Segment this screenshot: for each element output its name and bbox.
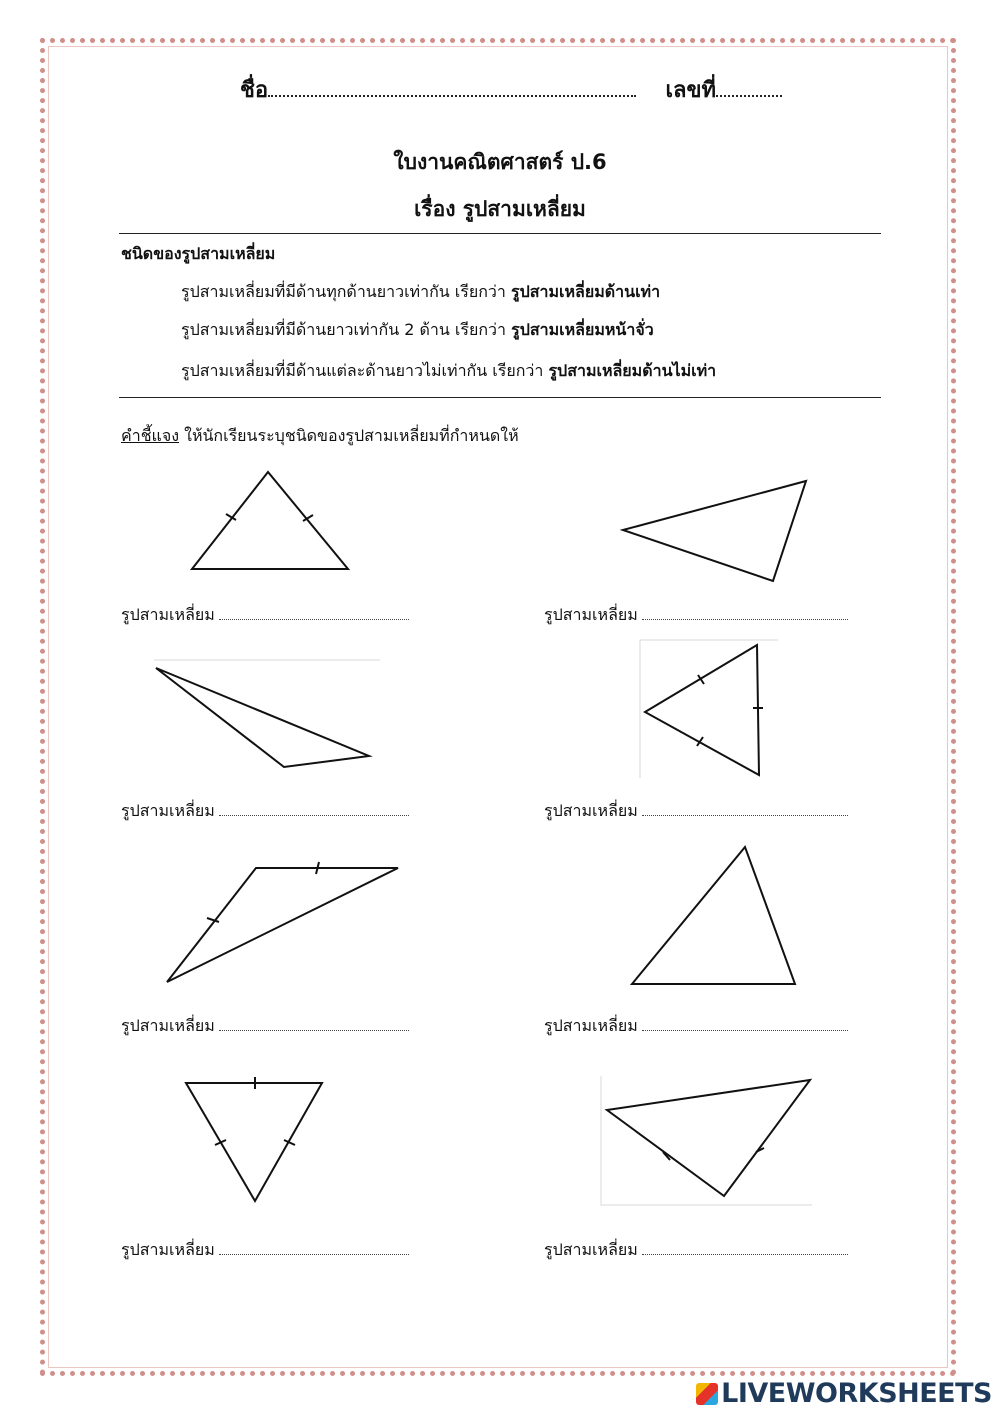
number-label: เลขที่: [665, 78, 717, 103]
definition-text: รูปสามเหลี่ยมที่มีด้านทุกด้านยาวเท่ากัน เรียกว่า: [181, 282, 511, 301]
triangle-4: [645, 645, 759, 775]
tick-mark: [207, 862, 319, 922]
answer-row-1: [121, 603, 409, 628]
answer-row-2: [544, 603, 848, 628]
triangle-2: [623, 481, 806, 581]
liveworksheets-logo: [696, 1378, 992, 1409]
answer-label: รูปสามเหลี่ยม: [121, 1016, 215, 1035]
triangle-6: [632, 847, 795, 984]
answer-blank[interactable]: [642, 1240, 848, 1255]
tick-mark: [226, 514, 313, 521]
triangle-5: [167, 868, 398, 982]
tick-mark: [697, 675, 763, 746]
answer-row-4: [544, 799, 848, 824]
answer-row-8: [544, 1238, 848, 1263]
answer-label: รูปสามเหลี่ยม: [544, 605, 638, 624]
answer-row-7: [121, 1238, 409, 1263]
triangle-8: [607, 1080, 810, 1196]
name-label: ชื่อ: [240, 78, 269, 103]
worksheet-title: ใบงานคณิตศาสตร์ ป.6: [393, 150, 607, 174]
answer-label: รูปสามเหลี่ยม: [121, 605, 215, 624]
triangle-1: [192, 472, 348, 569]
definition-term: รูปสามเหลี่ยมด้านไม่เท่า: [548, 361, 717, 380]
answer-row-3: [121, 799, 409, 824]
definition-term: รูปสามเหลี่ยมด้านเท่า: [510, 282, 661, 301]
answer-row-6: [544, 1014, 848, 1039]
answer-blank[interactable]: [219, 1240, 409, 1255]
answer-blank[interactable]: [642, 1016, 848, 1031]
answer-blank[interactable]: [642, 801, 848, 816]
answer-label: รูปสามเหลี่ยม: [544, 1240, 638, 1259]
instruction-text: ให้นักเรียนระบุชนิดของรูปสามเหลี่ยมที่กำหนดให้: [179, 426, 519, 445]
logo-text: LIVEWORKSHEETS: [721, 1378, 992, 1409]
tick-mark: [215, 1077, 295, 1145]
answer-row-5: [121, 1014, 409, 1039]
instruction-key: คำชี้แจง: [121, 426, 180, 445]
definition-text: รูปสามเหลี่ยมที่มีด้านยาวเท่ากัน 2 ด้าน เรียกว่า: [181, 320, 512, 339]
tick-mark: [663, 1148, 764, 1160]
answer-blank[interactable]: [219, 605, 409, 620]
answer-label: รูปสามเหลี่ยม: [121, 1240, 215, 1259]
answer-blank[interactable]: [642, 605, 848, 620]
answer-blank[interactable]: [219, 1016, 409, 1031]
answer-label: รูปสามเหลี่ยม: [544, 1016, 638, 1035]
triangle-7: [186, 1083, 322, 1201]
liveworksheets-icon: [696, 1383, 718, 1405]
definition-text: รูปสามเหลี่ยมที่มีด้านแต่ละด้านยาวไม่เท่ากัน เรียกว่า: [181, 361, 549, 380]
types-heading: ชนิดของรูปสามเหลี่ยม: [121, 244, 276, 263]
answer-label: รูปสามเหลี่ยม: [544, 801, 638, 820]
worksheet-subject: เรื่อง รูปสามเหลี่ยม: [414, 197, 586, 221]
definition-term: รูปสามเหลี่ยมหน้าจั่ว: [511, 320, 654, 339]
triangle-3: [156, 668, 369, 767]
answer-label: รูปสามเหลี่ยม: [121, 801, 215, 820]
answer-blank[interactable]: [219, 801, 409, 816]
